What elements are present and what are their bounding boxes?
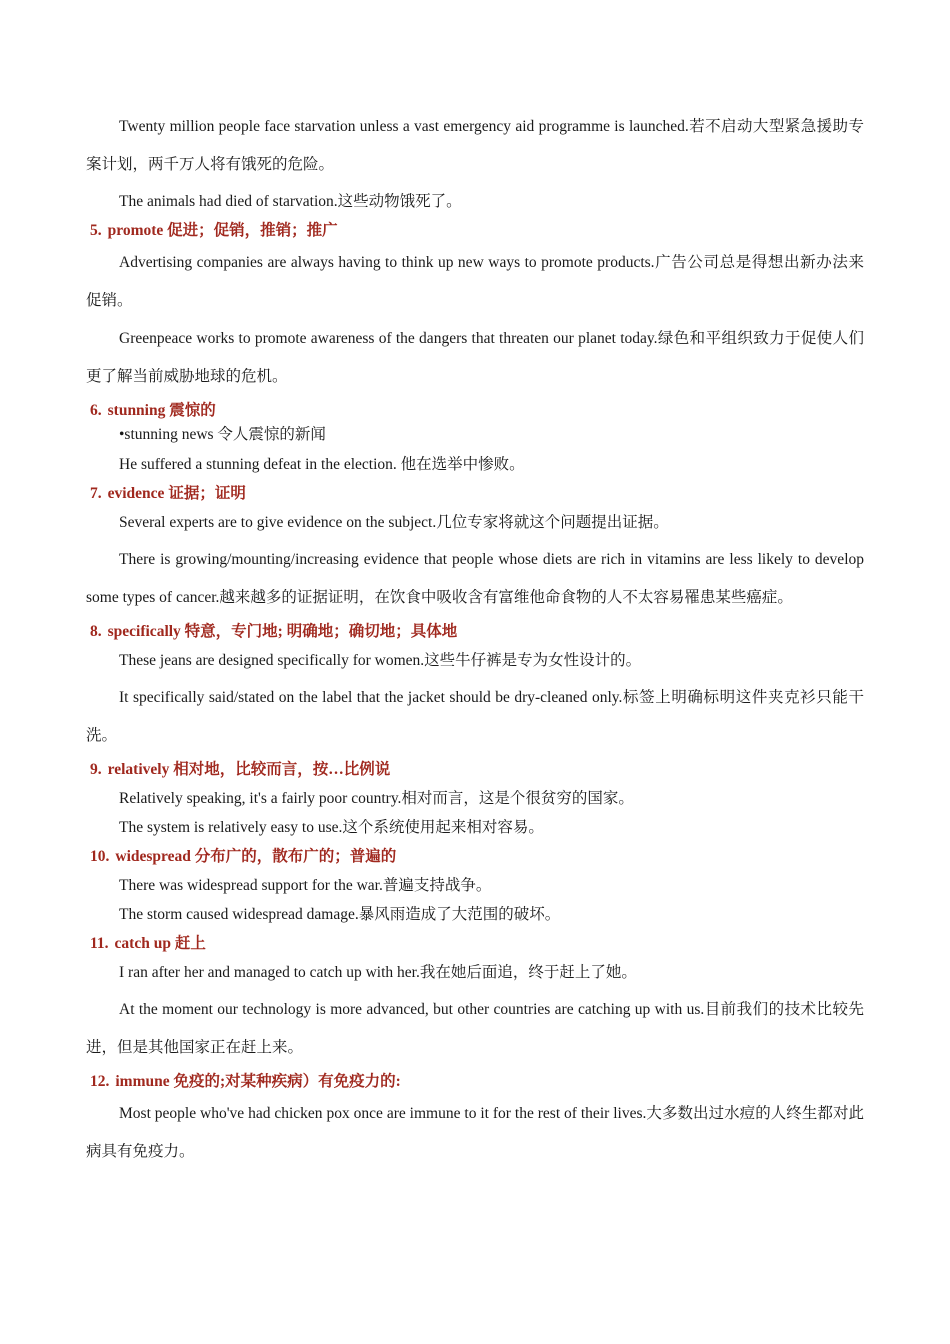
entry-heading-7 <box>90 483 864 505</box>
entry-term: evidence 证据；证明 <box>107 485 246 502</box>
entry-heading-11 <box>90 933 864 955</box>
document-page <box>86 108 864 1171</box>
example-sentence: Advertising companies are always having to think up new ways to promote products.广告公司总是得想出新办法来促销。 <box>86 254 864 309</box>
intro-paragraph-2: The animals had died of starvation.这些动物饿死了。 <box>119 193 462 210</box>
entry-term: immune 免疫的;对某种疾病）有免疫力的: <box>115 1073 401 1090</box>
example-sentence: Most people who've had chicken pox once are immune to it for the rest of their lives.大多数出过水痘的人终生都对此病具有免疫力。 <box>86 1105 864 1160</box>
entry-heading-8 <box>90 621 864 643</box>
entry-number: 9. <box>90 761 102 778</box>
example-sentence: There was widespread support for the war.普遍支持战争。 <box>119 877 492 894</box>
entry-number: 6. <box>90 402 102 419</box>
example-sentence: I ran after her and managed to catch up with her.我在她后面追，终于赶上了她。 <box>119 964 637 981</box>
example-sentence: At the moment our technology is more advanced, but other countries are catching up with us.目前我们的技术比较先进，但是其他国家正在赶上来。 <box>86 1001 864 1056</box>
entry-heading-12 <box>90 1071 864 1093</box>
example-sentence: These jeans are designed specifically for women.这些牛仔裤是专为女性设计的。 <box>119 652 642 669</box>
example-sentence: Greenpeace works to promote awareness of the dangers that threaten our planet today.绿色和平组织致力于促使人们更了解当前威胁地球的危机。 <box>86 330 864 385</box>
entry-number: 5. <box>90 222 102 239</box>
entry-heading-10 <box>90 846 864 868</box>
entry-number: 8. <box>90 623 102 640</box>
entry-term: stunning 震惊的 <box>107 402 216 419</box>
entry-number: 10. <box>90 848 110 865</box>
entry-term: specifically 特意，专门地; 明确地；确切地；具体地 <box>107 623 458 640</box>
example-sentence: Several experts are to give evidence on the subject.几位专家将就这个问题提出证据。 <box>119 514 669 531</box>
example-sentence: It specifically said/stated on the label that the jacket should be dry-cleaned only.标签上明确标明这件夹克衫只能干洗。 <box>86 689 864 744</box>
entry-number: 11. <box>90 935 109 952</box>
example-sentence: Relatively speaking, it's a fairly poor country.相对而言，这是个很贫穷的国家。 <box>119 790 634 807</box>
entry-number: 12. <box>90 1073 110 1090</box>
example-sentence: The storm caused widespread damage.暴风雨造成了大范围的破坏。 <box>119 906 561 923</box>
entry-term: widespread 分布广的，散布广的；普遍的 <box>115 848 397 865</box>
entry-term: promote 促进；促销，推销；推广 <box>107 222 338 239</box>
entry-term: relatively 相对地，比较而言，按…比例说 <box>107 761 391 778</box>
entry-heading-9 <box>90 759 864 781</box>
entry-heading-6 <box>90 400 864 422</box>
example-sentence: There is growing/mounting/increasing evidence that people whose diets are rich in vitamins are less likely to develop some types of cancer.越来越多的证据证明，在饮食中吸收含有富维他命食物的人不太容易罹患某些癌症。 <box>86 551 864 606</box>
entry-heading-5 <box>90 220 864 242</box>
entry-term: catch up 赶上 <box>114 935 206 952</box>
collocation-bullet: •stunning news 令人震惊的新闻 <box>119 426 326 443</box>
intro-paragraph-1: Twenty million people face starvation unless a vast emergency aid programme is launched.若不启动大型紧急援助专案计划，两千万人将有饿死的危险。 <box>86 118 864 173</box>
example-sentence: He suffered a stunning defeat in the election. 他在选举中惨败。 <box>119 456 525 473</box>
entry-number: 7. <box>90 485 102 502</box>
example-sentence: The system is relatively easy to use.这个系统使用起来相对容易。 <box>119 819 544 836</box>
